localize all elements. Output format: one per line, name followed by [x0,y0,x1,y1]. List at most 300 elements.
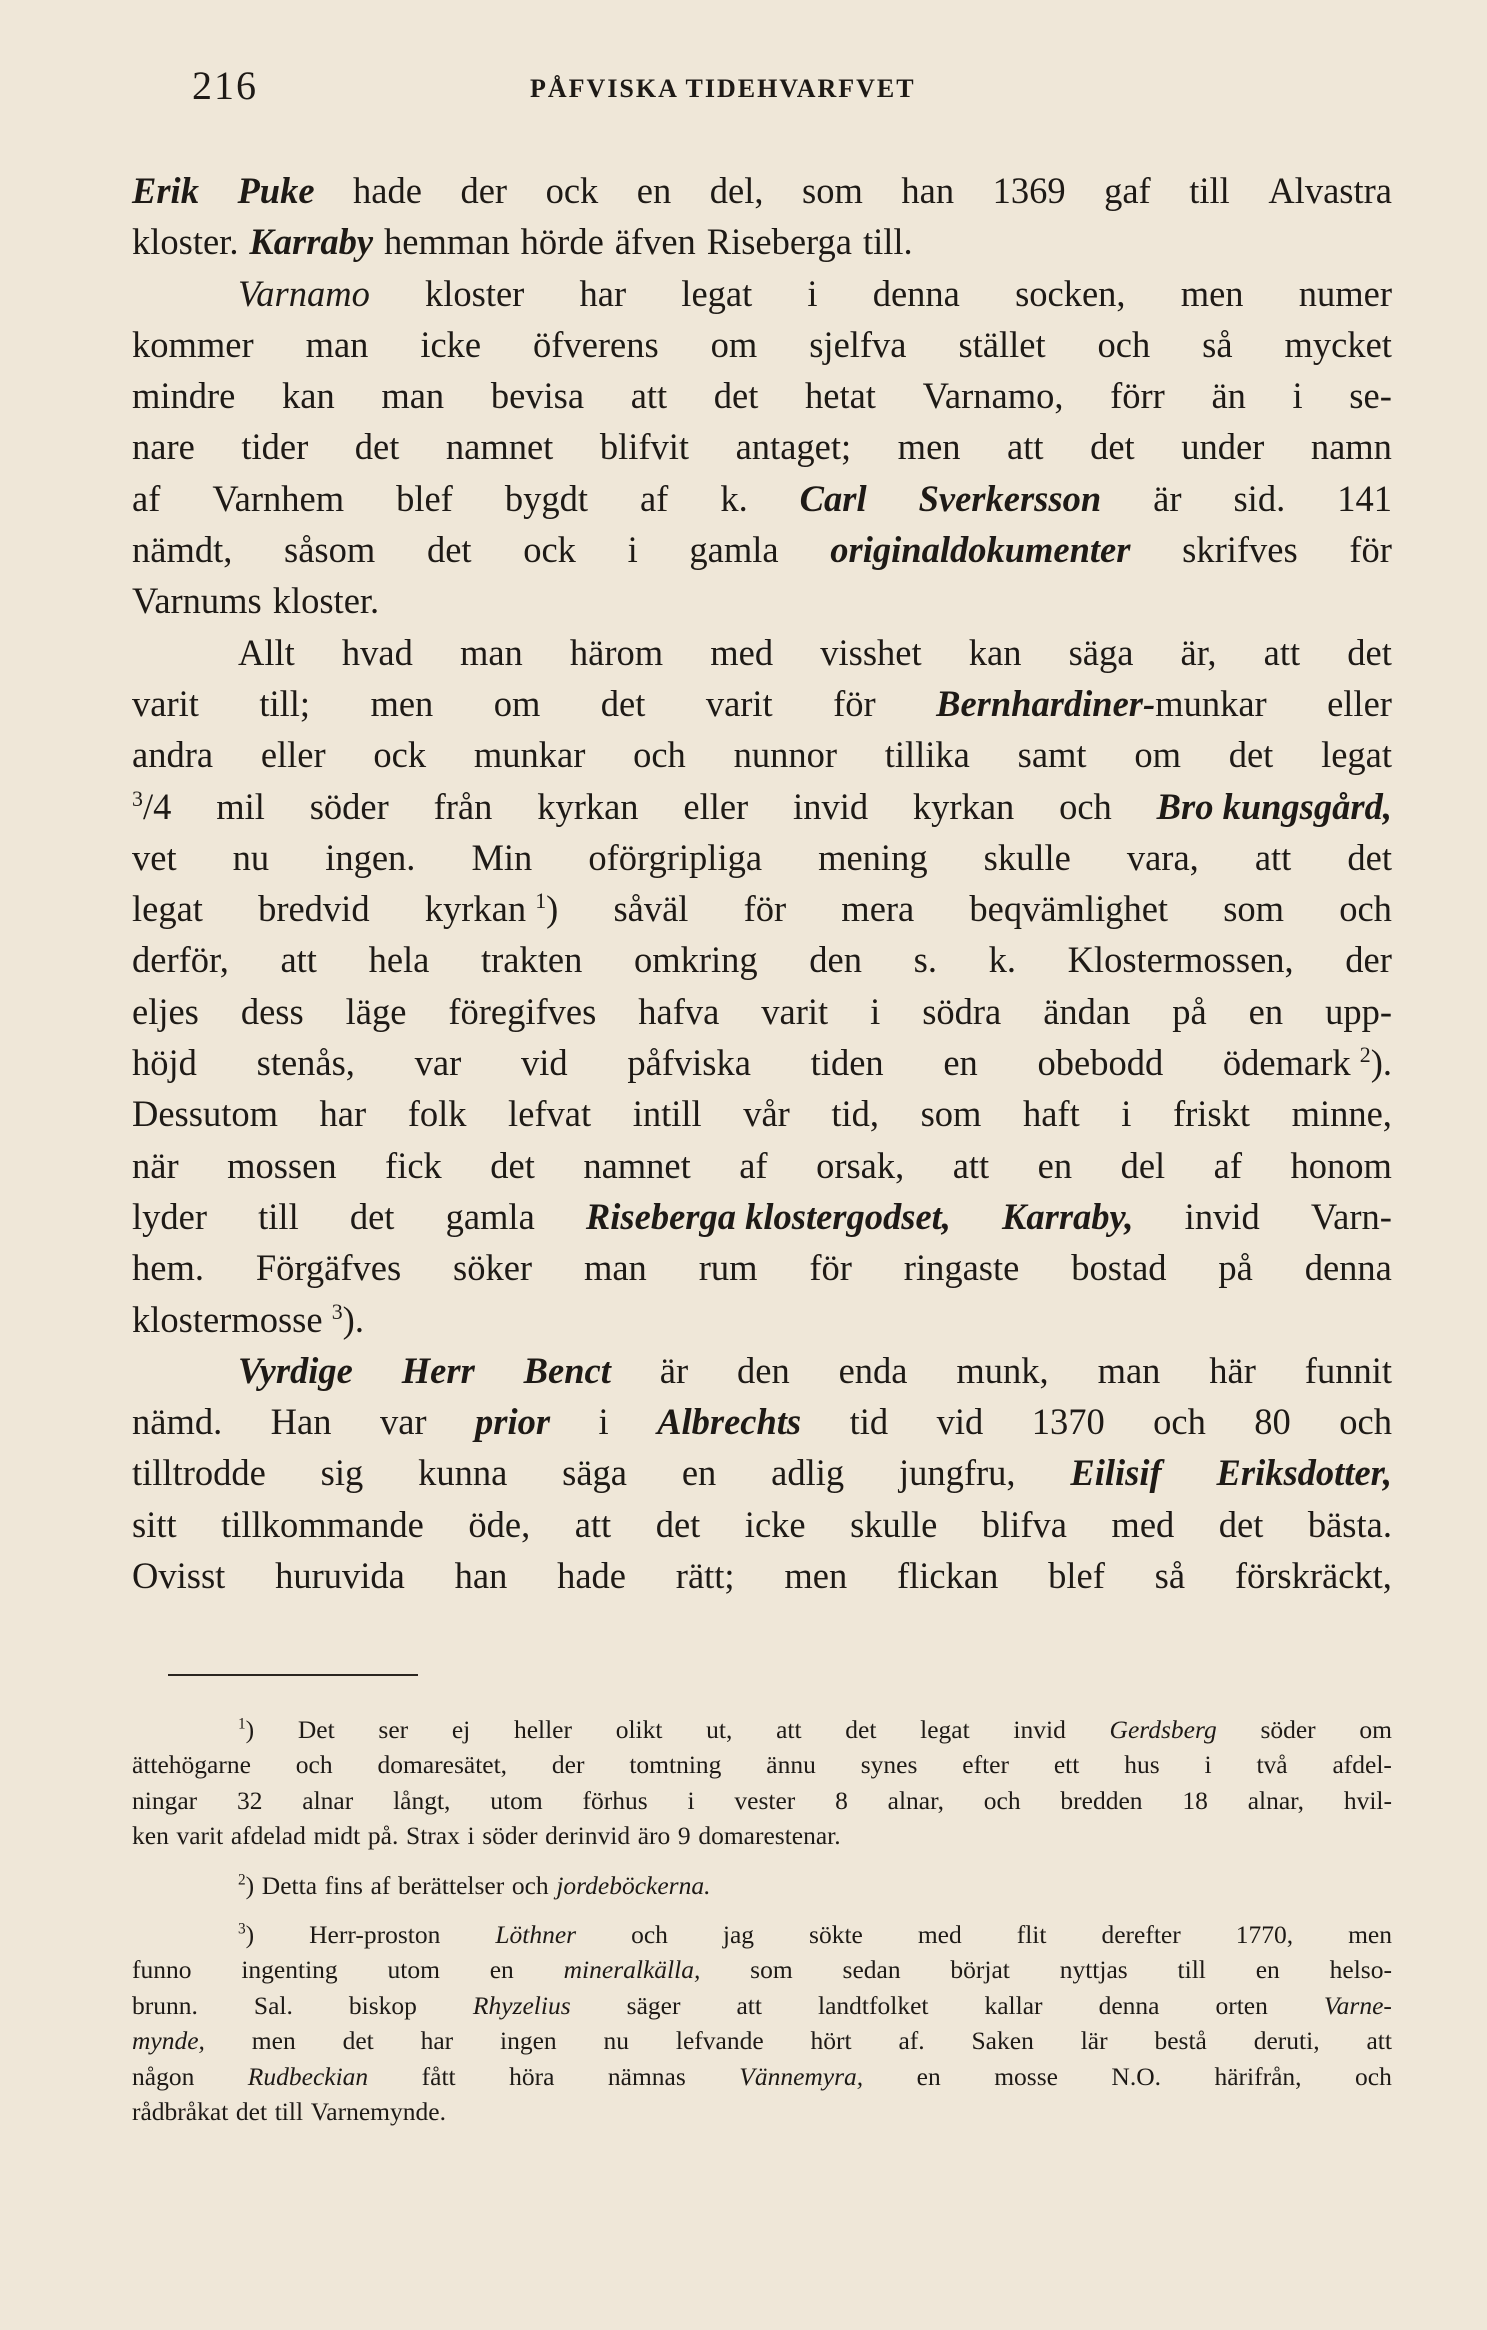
word: jungfru, [898,1452,1016,1494]
word: jordeböckerna. [556,1870,711,1900]
word: har [579,272,627,314]
word: vår [743,1093,790,1135]
word: orsak, [816,1144,905,1186]
word: nämnas [607,2061,686,2091]
word: Varnums [132,580,262,622]
word: man [381,375,445,417]
word: Riseberga klostergodset, [585,1195,951,1237]
word: 1770, [1235,1919,1294,1949]
word: der [460,170,508,211]
word: söder [309,785,389,827]
word: s. [913,939,937,981]
word: som [1223,888,1285,930]
text-line [132,627,1392,678]
word: till [1177,1955,1206,1985]
word: varit [761,990,829,1032]
word: der [1345,939,1392,981]
word: rätt; [675,1555,735,1597]
word: legat [132,888,203,930]
word: eljes [132,990,199,1032]
word: tilltrodde [132,1452,266,1494]
word: samt [1017,734,1087,776]
word: ringaste [903,1247,1020,1289]
word: Vyrdige [238,1349,353,1391]
word: alnar [302,1785,354,1815]
word: Sverkersson [918,477,1102,519]
footnote-line [132,1747,1392,1782]
word: efter [962,1750,1009,1780]
word: stället [958,323,1046,365]
word: man [305,323,369,365]
word: det [354,426,400,468]
word: ännu [766,1750,816,1780]
word: namn [1310,426,1392,468]
page-header [0,62,1487,112]
word: hade [557,1555,627,1597]
word: Varnemynde. [310,2096,446,2126]
word: fått [421,2061,456,2091]
text-line [132,216,1392,267]
page-number: 216 [192,63,258,108]
text-line [132,729,1392,780]
word: kloster. [272,580,380,622]
word: munk, [956,1349,1049,1391]
word: 18 [1182,1785,1208,1815]
word: 9 [677,1821,691,1851]
word: börjat [950,1955,1010,1985]
word: Varn- [1310,1195,1392,1237]
word: om [1134,734,1181,776]
text-line [132,832,1392,883]
word: i [687,1785,695,1815]
word: originaldokumenter [830,529,1131,571]
word: bästa. [1307,1503,1392,1545]
text-line [132,986,1392,1037]
word: vester [734,1785,796,1815]
word: Herr-proston [309,1919,441,1949]
word: höjd [132,1042,197,1084]
word: i [627,529,638,571]
word: sitt [132,1503,177,1545]
word: Saken [971,2026,1034,2056]
word: två [1256,1750,1288,1780]
word: legat [1321,734,1392,776]
word: Rudbeckian [247,2061,369,2091]
word: för [1349,529,1392,571]
word: äfven [614,221,696,263]
word: sökte [809,1919,863,1949]
word: varit [132,682,199,724]
word: ken [132,1821,169,1851]
word: af [1213,1144,1243,1186]
word: $^3$/4 [132,785,172,827]
word: det [426,529,472,571]
word: till. [862,221,913,263]
word: skulle [850,1503,938,1545]
word: del [1120,1144,1166,1186]
word: södra [922,990,1002,1032]
word: sig [320,1452,364,1494]
word: af [370,1870,391,1900]
word: att [280,939,317,981]
footnote-line [132,2094,1392,2129]
word: Allt [238,631,295,673]
word: bevisa [490,375,585,417]
word: kloster [425,272,525,314]
word: gaf [1104,170,1151,211]
word: Puke [237,170,315,211]
word: såsom [284,529,376,571]
footnote-line [132,1917,1392,1952]
word: men [251,2026,296,2056]
word: tid, [831,1093,880,1135]
word: utom [387,1955,440,1985]
word: vid [520,1042,568,1084]
word: en [636,170,672,211]
word: fins [324,1870,363,1900]
word: varit [176,1821,224,1851]
word: och [983,1785,1021,1815]
word: gamla [689,529,779,571]
word: man [459,631,523,673]
word: med [917,1919,962,1949]
word: en [1255,1955,1280,1985]
word: eller [1327,682,1392,724]
word: Vännemyra, [739,2061,864,2091]
word: det [1228,734,1274,776]
word: flit [1016,1919,1047,1949]
word: tider [241,426,309,468]
word: en [916,2061,941,2091]
word: ingen [500,2026,557,2056]
word: sid. [1233,477,1286,519]
word: Eilisif [1070,1452,1162,1494]
word: blifva [981,1503,1067,1545]
text-line [132,1294,1392,1345]
word: man [1097,1349,1161,1391]
word: adlig [771,1452,845,1494]
word: har [420,2026,454,2056]
word: en [1248,990,1284,1032]
text-line [132,1242,1392,1293]
word: och [511,1870,549,1900]
text-line [132,1140,1392,1191]
word: på [1218,1247,1253,1289]
word: mineralkälla, [563,1955,701,1985]
text-line [132,1345,1392,1396]
word: $^1$) [238,1715,255,1744]
word: synes [860,1750,918,1780]
word: denna [1098,1990,1160,2020]
word: det [342,2026,374,2056]
word: hvil- [1343,1785,1392,1815]
main-text [132,165,1392,1601]
word: orten [1215,1990,1268,2020]
word: nu [232,836,270,878]
word: socken, [1015,272,1126,314]
text-line [132,421,1392,472]
word: munkar [473,734,586,776]
word: Karraby, [1002,1195,1134,1237]
word: föregifves [448,990,597,1032]
word: i [1204,1750,1212,1780]
word: hafva [638,990,720,1032]
word: säga [562,1452,628,1494]
word: skulle [983,836,1071,878]
footnote-gap [132,1854,1392,1868]
footnote-line [132,1952,1392,1987]
word: ett [1053,1750,1080,1780]
word: om [1359,1715,1392,1744]
word: blef [396,477,453,519]
word: mynde, [132,2026,205,2056]
word: för [833,682,876,724]
word: Varne- [1323,1990,1392,2020]
word: förr [1110,375,1165,417]
word: 80 [1254,1401,1291,1443]
word: till; [259,682,311,724]
word: man [583,1247,647,1289]
word: folk [407,1093,467,1135]
text-line [132,1550,1392,1601]
text-line [132,1396,1392,1447]
word: och [1339,888,1392,930]
word: i [807,272,818,314]
word: och [1059,785,1112,827]
word: Riseberga [706,221,853,263]
word: ock [545,170,599,211]
word: 1370 [1031,1401,1105,1443]
word: beqvämlighet [969,888,1169,930]
word: Klostermossen, [1067,939,1294,981]
word: om [710,323,758,365]
word: flickan [896,1555,999,1597]
word: mening [818,836,928,878]
word: ut, [706,1715,733,1744]
word: hörde [520,221,604,263]
word: har [319,1093,367,1135]
word: i [598,1401,609,1443]
word: vara, [1126,836,1199,878]
text-line [132,883,1392,934]
word: hvad [341,631,413,673]
word: Förgäfves [255,1247,402,1289]
word: varit [705,682,773,724]
word: att [1254,836,1292,878]
word: kyrkan $^1$) [424,888,559,930]
word: namnet [583,1144,691,1186]
footnote-line [132,2059,1392,2094]
word: Benct [523,1349,611,1391]
word: ningar [132,1785,198,1815]
word: helso- [1329,1955,1392,1985]
word: Varnamo [238,272,370,314]
word: det [600,682,646,724]
word: legat [920,1715,970,1744]
word: derefter [1101,1919,1181,1949]
word: $^3$) [238,1919,255,1949]
word: alnar, [887,1785,944,1815]
word: nunnor [733,734,837,776]
word: härifrån, [1214,2061,1302,2091]
word: invid [793,785,869,827]
word: den [809,939,862,981]
word: till [1189,170,1230,211]
text-line [132,165,1392,216]
text-line [132,524,1392,575]
word: 32 [236,1785,263,1815]
word: af [739,1144,768,1186]
word: Detta [261,1870,318,1900]
word: blifvit [599,426,690,468]
word: höra [509,2061,555,2091]
word: är [1153,477,1182,519]
word: söker [453,1247,533,1289]
word: kallar [984,1990,1043,2020]
word: eller [683,785,749,827]
word: mossen [227,1144,337,1186]
word: Bernhardiner-munkar [936,682,1267,724]
word: 8 [835,1785,848,1815]
word: bredden [1060,1785,1143,1815]
text-line [132,678,1392,729]
word: kommer [132,323,254,365]
word: så [1154,1555,1186,1597]
word: visshet [820,631,922,673]
word: var [379,1401,427,1443]
word: hetat [805,375,876,417]
word: alnar, [1247,1785,1305,1815]
word: vid [936,1401,984,1443]
word: namnet [445,426,554,468]
word: skrifves [1182,529,1298,571]
word: att [630,375,668,417]
word: det [655,1503,701,1545]
word: af [639,477,669,519]
word: Carl [799,477,867,519]
word: legat [681,272,753,314]
text-line [132,1499,1392,1550]
word: men [370,682,434,724]
word: trakten [481,939,583,981]
word: det [349,1195,395,1237]
text-line [132,370,1392,421]
word: än [1211,375,1246,417]
word: hört [810,2026,852,2056]
word: derinvid [545,1821,631,1851]
word: nu [603,2026,630,2056]
word: en [489,1955,514,1985]
word: hemman [384,221,510,263]
word: stenås, [256,1042,355,1084]
word: icke [744,1503,806,1545]
word: läge [345,990,407,1032]
word: Karraby [249,221,374,263]
word: lär [1080,2026,1108,2056]
word: från [433,785,493,827]
word: bredvid [258,888,370,930]
word: det [713,375,759,417]
word: att [1366,2026,1392,2056]
word: andra [132,734,214,776]
footnote-2 [132,1868,1392,1903]
word: kan [282,375,335,417]
word: af [132,477,161,519]
word: såväl [613,888,689,930]
word: intill [632,1093,702,1135]
word: i [467,1821,475,1851]
word: i [1121,1093,1132,1135]
word: Gerdsberg [1109,1715,1217,1744]
word: Dessutom [132,1093,278,1135]
word: dess [240,990,304,1032]
word: nyttjas [1059,1955,1128,1985]
word: oförgripliga [588,836,763,878]
word: som [802,170,863,211]
word: i [1292,375,1303,417]
word: med [1111,1503,1175,1545]
word: söder [482,1821,538,1851]
word: en [1037,1144,1073,1186]
word: men [1180,272,1244,314]
word: numer [1298,272,1392,314]
word: för [809,1247,852,1289]
word: men [784,1555,848,1597]
word: Alvastra [1268,170,1392,211]
word: och [1153,1401,1206,1443]
word: hade [353,170,422,211]
running-title: PÅFVISKA TIDEHVARFVET [530,74,916,103]
word: ock [523,529,576,571]
word: äro [637,1821,671,1851]
word: han [901,170,955,211]
word: Min [471,836,533,878]
word: det [1090,426,1135,468]
word: söder [1260,1715,1316,1744]
word: det [845,1715,877,1744]
word: haft [1022,1093,1080,1135]
word: och [633,734,686,776]
word: 1369 [992,170,1066,211]
word: mycket [1284,323,1392,365]
word: ändan [1043,990,1131,1032]
word: öfverens [533,323,659,365]
word: afdelad [230,1821,306,1851]
footnote-line [132,1712,1392,1747]
word: ser [378,1715,409,1744]
word: det [490,1144,535,1186]
word: rådbråkat [132,2096,229,2126]
word: Varnhem [212,477,345,519]
text-line [132,934,1392,985]
word: invid [1184,1195,1260,1237]
word: nämdt, [132,529,233,571]
word: en [943,1042,978,1084]
footnote-line [132,1988,1392,2023]
word: del, [709,170,764,211]
word: långt, [393,1785,451,1815]
word: berättelser [398,1870,505,1900]
word: som [920,1093,982,1135]
footnote-gap [132,1903,1392,1917]
word: bestå [1154,2026,1207,2056]
word: tillkommande [221,1503,424,1545]
word: omkring [633,939,758,981]
word: ingenting [241,1955,338,1985]
word: att [776,1715,802,1744]
word: är [659,1349,689,1391]
word: ock [373,734,427,776]
